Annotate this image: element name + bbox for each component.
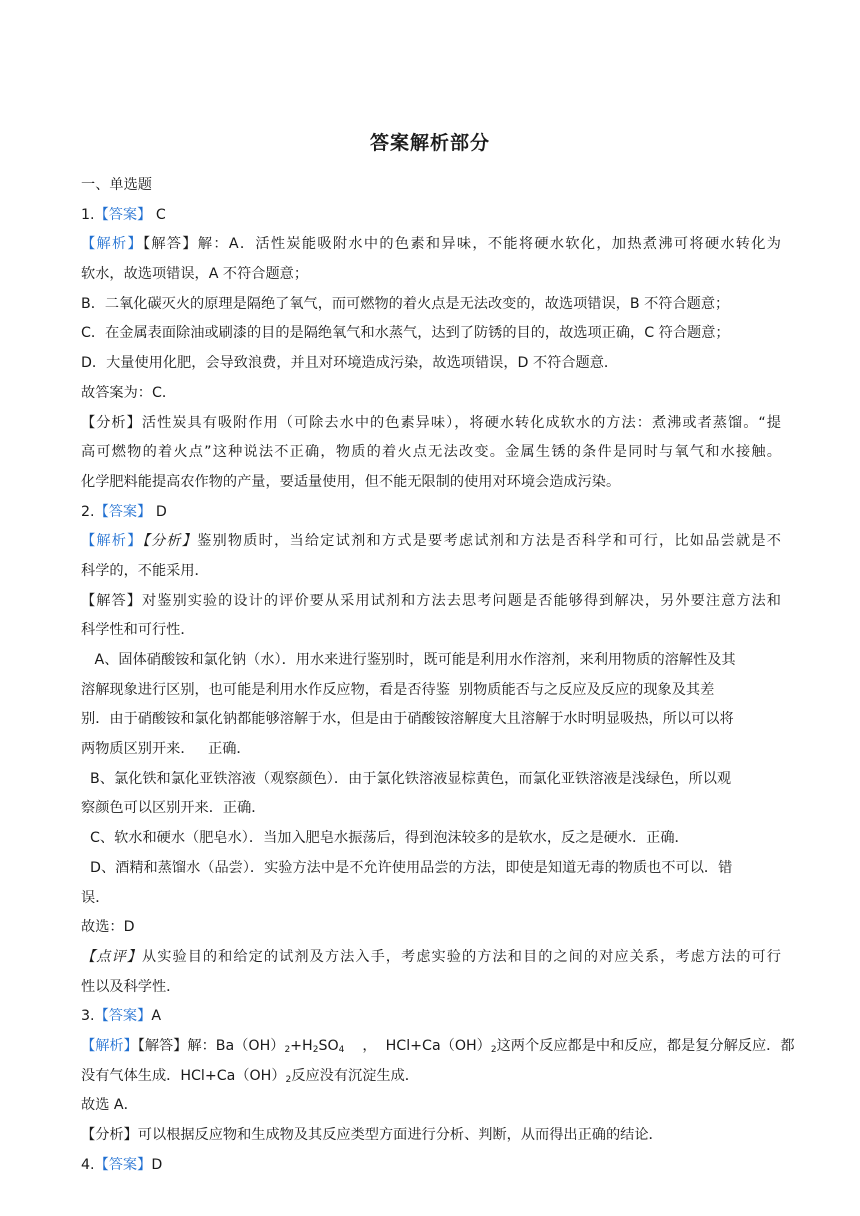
q2-option-b-line-1: B、氯化铁和氯化亚铁溶液（观察颜色）．由于氯化铁溶液显棕黄色，而氯化亚铁溶液是浅绿色，所以观 [81,770,732,787]
q3-analysis-line-1: 【解析】【解答】解：$Ba(OH)_2+H_2SO_4$ ， $HCl+Ca(OH)_2$这两个反应都是中和反应，都是复分解反应．都 [81,1037,795,1055]
q1-fenxi-line-2: 高可燃物的着火点”这种说法不正确，物质的着火点无法改变。金属生锈的条件是同时与氧气和水接触。 [81,444,781,461]
q1-analysis-tag: 【解析】 [81,236,143,253]
q1-analysis-line-2: 软水，故选项错误，A 不符合题意； [81,266,309,283]
q1-answer: C [151,206,166,223]
q1-number: 1. [81,206,95,223]
q2-option-b-line-2: 察颜色可以区别开来．正确． [81,800,266,817]
q1-answer-tag: 【答案】 [94,206,152,223]
q2-analysis-line-2: 科学的，不能采用． [81,562,209,579]
q2-option-d-line-2: 误． [81,889,110,906]
q2-jieda-line-1: 【解答】对鉴别实验的设计的评价要从采用试剂和方法去思考问题是否能够得到解决，另外要注意方法和 [81,592,781,609]
q2-option-a-line-3: 别．由于硝酸铵和氯化钠都能够溶解于水，但是由于硝酸铵溶解度大且溶解于水时明显吸热，所以可以将 [81,711,734,728]
q2-answer-tag: 【答案】 [94,503,152,520]
q1-fenxi-line-3: 化学肥料能提高农作物的产量，要适量使用，但不能无限制的使用对环境会造成污染。 [81,473,621,490]
q3-conclusion: 故选 A． [81,1097,138,1114]
q2-fenxi-tag: 【分析】 [142,533,198,550]
q2-analysis-line-1: 【解析】【分析】鉴别物质时，当给定试剂和方式是要考虑试剂和方法是否科学和可行，比如品尝就是不 [81,533,781,550]
q2-answer: D [151,503,167,520]
q1-analysis-line-4: C．在金属表面除油或刷漆的目的是隔绝氧气和水蒸气，达到了防锈的目的，故选项正确，C 符合题意； [81,325,730,342]
q2-dianping-line-1: 【点评】从实验目的和给定的试剂及方法入手，考虑实验的方法和目的之间的对应关系，考虑方法的可行 [81,948,781,965]
q3-fenxi-line: 【分析】可以根据反应物和生成物及其反应类型方面进行分析、判断，从而得出正确的结论． [81,1127,663,1143]
q3-answer-line [81,1002,781,1032]
q1-conclusion: 故答案为：C． [81,384,177,401]
q2-jieda-line-2: 科学性和可行性． [81,622,195,639]
q4-answer-tag: 【答案】 [94,1156,152,1173]
page-title: 答案解析部分 [369,132,490,154]
q2-dianping-line-2: 性以及科学性． [81,978,181,995]
q4-answer: D [151,1156,163,1173]
q3-fenxi-tag: 【分析】 [81,1127,138,1143]
q1-fenxi-tag: 【分析】 [81,414,142,431]
answer-body [81,171,795,1180]
q3-analysis-line-2: 没有气体生成．$HCl+Ca(OH)_2$反应没有沉淀生成． [81,1067,419,1085]
q2-analysis-tag: 【解析】 [81,533,143,550]
q1-analysis-line-1: 【解析】【解答】解：A．活性炭能吸附水中的色素和异味，不能将硬水软化，加热煮沸可将硬水转化为 [81,236,781,253]
q2-conclusion: 故选：D [81,919,135,936]
q1-fenxi-line-1: 【分析】活性炭具有吸附作用（可除去水中的色素异味），将硬水转化成软水的方法：煮沸或者蒸馏。“提 [81,414,781,431]
q3-answer-tag: 【答案】 [94,1008,152,1025]
q2-jieda-tag: 【解答】 [81,592,142,609]
q1-answer-line [81,201,781,231]
section-heading: 一、单选题 [81,177,152,193]
q2-answer-line [81,498,781,528]
q2-option-a-line-4: 两物质区别开来． 正确． [81,741,251,758]
q4-answer-line [81,1151,781,1181]
q2-option-a-line-1: A、固体硝酸铵和氯化钠（水）．用水来进行鉴别时，既可能是利用水作溶剂，来利用物质的溶解性及其 [81,652,736,668]
q3-analysis-tag: 【解析】 [81,1037,138,1054]
q2-number: 2. [81,503,95,520]
q4-number: 4. [81,1156,95,1173]
q3-number: 3. [81,1008,95,1025]
q2-dianping-tag: 【点评】 [81,948,142,965]
q2-option-c-line: C、软水和硬水（肥皂水）．当加入肥皂水振荡后，得到泡沫较多的是软水，反之是硬水．正确． [81,830,689,847]
q2-option-d-line-1: D、酒精和蒸馏水（品尝）．实验方法中是不允许使用品尝的方法，即使是知道无毒的物质也不可以．错 [81,859,733,876]
q2-option-a-line-2: 溶解现象进行区别，也可能是利用水作反应物，看是否待鉴 别物质能否与之反应及反应的现象及其差 [81,681,715,698]
q3-answer: A [151,1008,162,1025]
q1-analysis-line-3: B．二氧化碳灭火的原理是隔绝了氧气，而可燃物的着火点是无法改变的，故选项错误，B 不符合题意； [81,295,730,312]
q1-analysis-line-5: D．大量使用化肥，会导致浪费，并且对环境造成污染，故选项错误，D 不符合题意． [81,355,619,372]
